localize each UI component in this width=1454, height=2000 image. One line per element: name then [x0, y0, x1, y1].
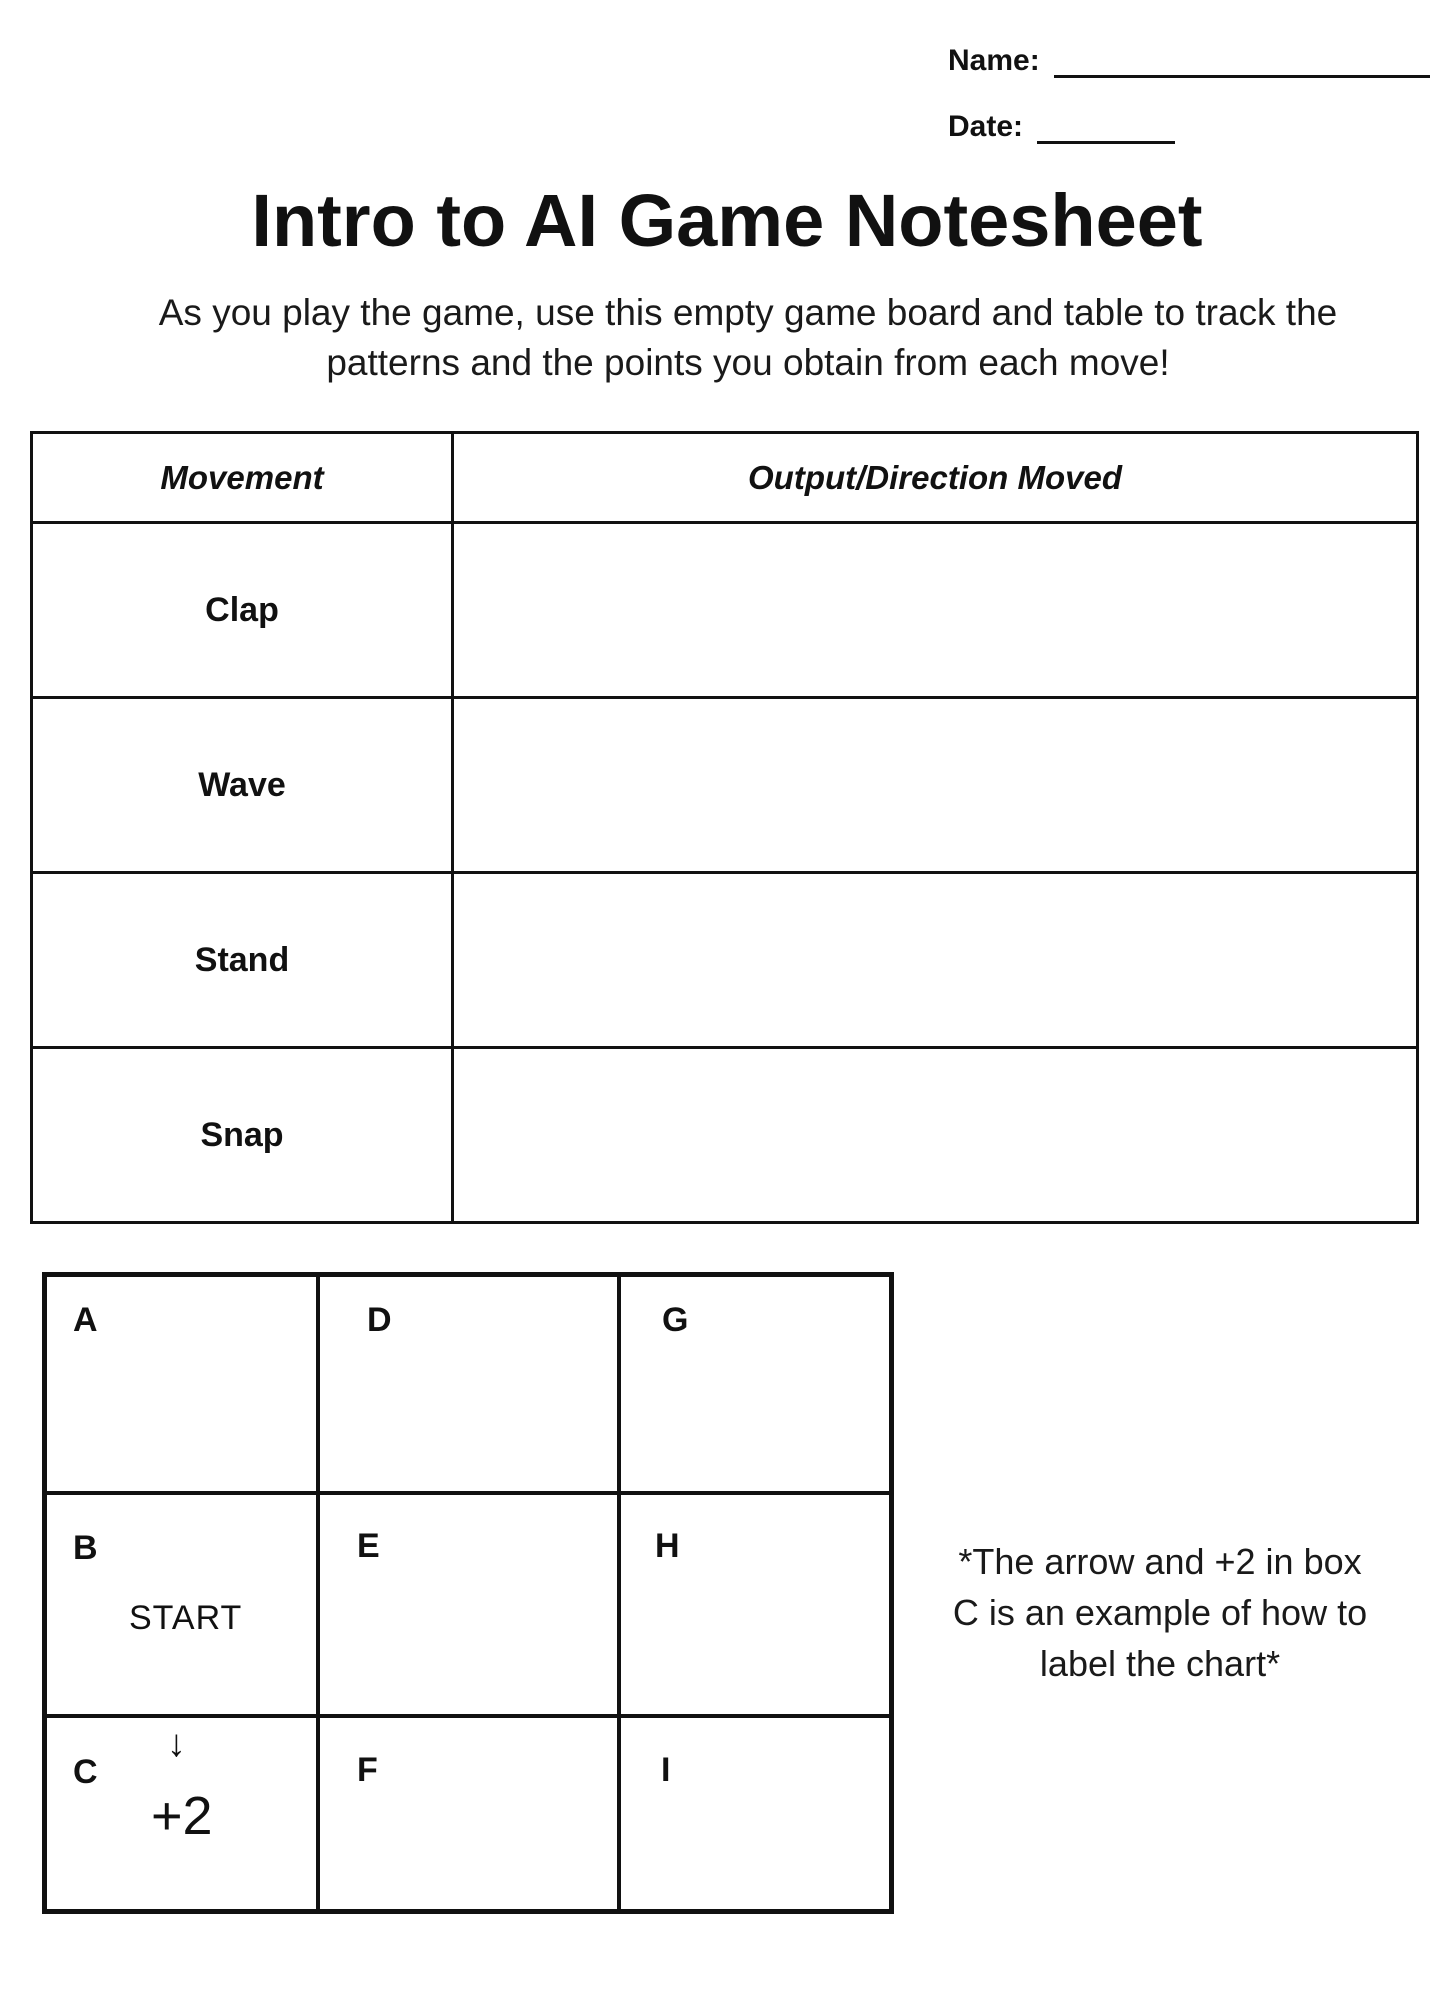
cell-label-i: I	[661, 1751, 671, 1789]
date-label: Date:	[948, 110, 1024, 143]
output-cell[interactable]	[453, 698, 1418, 873]
table-row	[32, 873, 1418, 1048]
cell-label-b: B	[73, 1529, 98, 1567]
name-field[interactable]	[948, 44, 1430, 78]
example-note: *The arrow and +2 in box C is an example of how to label the chart*	[952, 1541, 1368, 1684]
board-divider	[47, 1714, 889, 1718]
cell-label-h: H	[655, 1527, 680, 1565]
example-points: +2	[151, 1786, 213, 1846]
movement-cell: Stand	[32, 873, 453, 1048]
name-label: Name:	[948, 44, 1040, 77]
output-cell[interactable]	[453, 523, 1418, 698]
page-title: Intro to AI Game Notesheet	[251, 179, 1203, 262]
cell-label-f: F	[357, 1751, 378, 1789]
table-row	[32, 698, 1418, 873]
cell-label-d: D	[367, 1301, 392, 1339]
movement-table	[30, 431, 1419, 1224]
instructions-text: As you play the game, use this empty game board and table to track the patterns and the points you obtain from each move!	[158, 292, 1338, 383]
movement-column-header: Movement	[32, 433, 453, 523]
table-row	[32, 523, 1418, 698]
cell-label-g: G	[662, 1301, 689, 1339]
cell-label-c: C	[73, 1753, 98, 1791]
output-cell[interactable]	[453, 873, 1418, 1048]
date-blank-line[interactable]	[1037, 115, 1175, 144]
cell-label-a: A	[73, 1301, 98, 1339]
start-label: START	[129, 1599, 243, 1637]
date-field[interactable]	[948, 110, 1175, 144]
board-divider	[316, 1277, 320, 1909]
board-divider	[617, 1277, 621, 1909]
name-blank-line[interactable]	[1054, 49, 1430, 78]
table-row	[32, 1048, 1418, 1223]
cell-label-e: E	[357, 1527, 380, 1565]
game-board	[42, 1272, 894, 1914]
movement-cell: Snap	[32, 1048, 453, 1223]
movement-cell: Clap	[32, 523, 453, 698]
output-cell[interactable]	[453, 1048, 1418, 1223]
output-column-header: Output/Direction Moved	[453, 433, 1418, 523]
movement-cell: Wave	[32, 698, 453, 873]
board-divider	[47, 1491, 889, 1495]
table-header-row	[32, 433, 1418, 523]
down-arrow-icon: ↓	[167, 1723, 186, 1765]
